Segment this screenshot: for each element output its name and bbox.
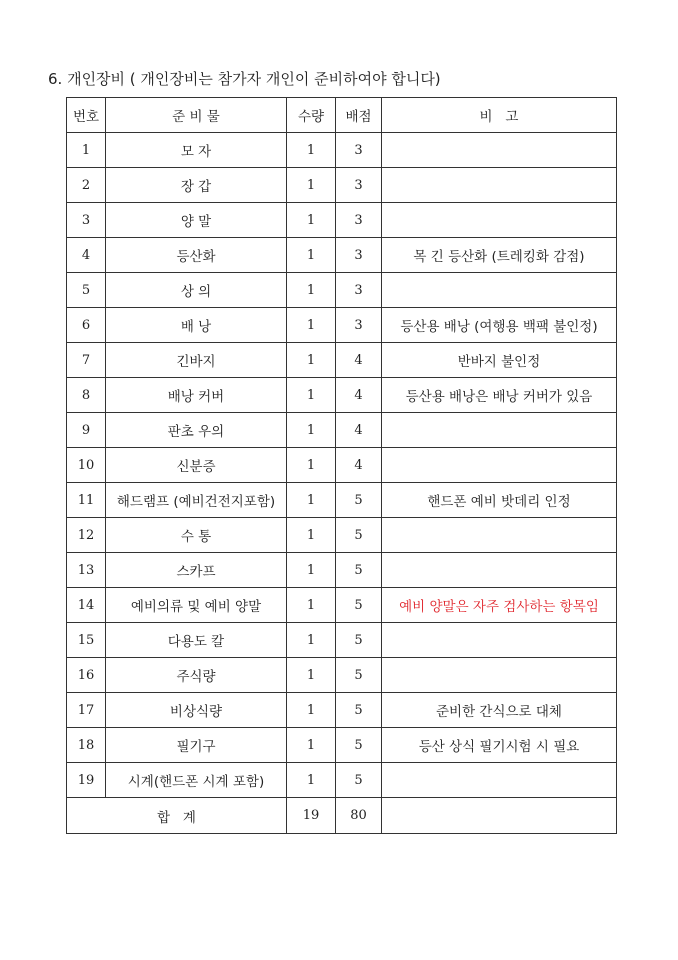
row-qty: 1: [287, 273, 336, 308]
row-number: 8: [67, 378, 106, 413]
row-score: 3: [336, 168, 382, 203]
row-qty: 1: [287, 518, 336, 553]
table-header-row: [67, 98, 617, 133]
row-qty: 1: [287, 203, 336, 238]
table-row: [67, 133, 617, 168]
row-number: 17: [67, 693, 106, 728]
row-number: 13: [67, 553, 106, 588]
row-item: 모 자: [106, 133, 287, 168]
row-item: 예비의류 및 예비 양말: [106, 588, 287, 623]
row-qty: 1: [287, 763, 336, 798]
table-row: [67, 413, 617, 448]
row-item: 긴바지: [106, 343, 287, 378]
header-qty: 수량: [287, 98, 336, 133]
row-number: 1: [67, 133, 106, 168]
table-row: [67, 588, 617, 623]
row-note: [382, 168, 617, 203]
row-score: 3: [336, 203, 382, 238]
row-item: 비상식량: [106, 693, 287, 728]
table-row: [67, 308, 617, 343]
row-score: 3: [336, 238, 382, 273]
row-note: [382, 518, 617, 553]
row-note: [382, 623, 617, 658]
row-number: 7: [67, 343, 106, 378]
row-score: 4: [336, 448, 382, 483]
row-number: 18: [67, 728, 106, 763]
total-note: [382, 798, 617, 834]
table-row: [67, 518, 617, 553]
row-note: [382, 133, 617, 168]
row-qty: 1: [287, 483, 336, 518]
row-score: 3: [336, 133, 382, 168]
row-note: [382, 273, 617, 308]
row-qty: 1: [287, 448, 336, 483]
table-row: [67, 623, 617, 658]
total-score: 80: [336, 798, 382, 834]
row-qty: 1: [287, 308, 336, 343]
row-score: 5: [336, 623, 382, 658]
row-item: 수 통: [106, 518, 287, 553]
row-qty: 1: [287, 238, 336, 273]
row-score: 5: [336, 763, 382, 798]
row-number: 14: [67, 588, 106, 623]
row-note: [382, 658, 617, 693]
total-row: [67, 798, 617, 834]
equipment-table: [66, 97, 617, 834]
row-note: [382, 448, 617, 483]
table-row: [67, 378, 617, 413]
row-note: [382, 413, 617, 448]
row-score: 5: [336, 658, 382, 693]
row-number: 15: [67, 623, 106, 658]
row-item: 장 갑: [106, 168, 287, 203]
table-row: [67, 273, 617, 308]
row-number: 19: [67, 763, 106, 798]
header-item: 준 비 물: [106, 98, 287, 133]
row-number: 16: [67, 658, 106, 693]
row-score: 5: [336, 728, 382, 763]
row-score: 5: [336, 483, 382, 518]
row-qty: 1: [287, 728, 336, 763]
header-no: 번호: [67, 98, 106, 133]
row-number: 12: [67, 518, 106, 553]
header-score: 배점: [336, 98, 382, 133]
row-item: 양 말: [106, 203, 287, 238]
row-item: 해드램프 (예비건전지포함): [106, 483, 287, 518]
row-number: 2: [67, 168, 106, 203]
row-note: [382, 763, 617, 798]
row-item: 필기구: [106, 728, 287, 763]
row-note: 준비한 간식으로 대체: [382, 693, 617, 728]
row-number: 11: [67, 483, 106, 518]
row-note: [382, 203, 617, 238]
row-note: [382, 553, 617, 588]
row-score: 5: [336, 518, 382, 553]
row-number: 4: [67, 238, 106, 273]
table-row: [67, 553, 617, 588]
row-number: 9: [67, 413, 106, 448]
row-score: 3: [336, 308, 382, 343]
table-row: [67, 763, 617, 798]
table-row: [67, 168, 617, 203]
table-row: [67, 203, 617, 238]
row-item: 배낭 커버: [106, 378, 287, 413]
row-number: 3: [67, 203, 106, 238]
row-note: 등산용 배낭 (여행용 백팩 불인정): [382, 308, 617, 343]
row-score: 5: [336, 588, 382, 623]
row-item: 판초 우의: [106, 413, 287, 448]
row-note: 핸드폰 예비 밧데리 인정: [382, 483, 617, 518]
row-qty: 1: [287, 343, 336, 378]
row-item: 배 낭: [106, 308, 287, 343]
row-item: 주식량: [106, 658, 287, 693]
table-row: [67, 238, 617, 273]
table-body: [67, 133, 617, 798]
total-label: 합 계: [67, 798, 287, 834]
row-item: 등산화: [106, 238, 287, 273]
table-row: [67, 658, 617, 693]
row-qty: 1: [287, 588, 336, 623]
table-row: [67, 483, 617, 518]
table-row: [67, 728, 617, 763]
row-score: 5: [336, 693, 382, 728]
row-score: 4: [336, 378, 382, 413]
header-note: 비 고: [382, 98, 617, 133]
row-qty: 1: [287, 623, 336, 658]
row-item: 시계(핸드폰 시계 포함): [106, 763, 287, 798]
row-item: 신분증: [106, 448, 287, 483]
row-score: 4: [336, 343, 382, 378]
row-item: 스카프: [106, 553, 287, 588]
section-title: 6. 개인장비 ( 개인장비는 참가자 개인이 준비하여야 합니다): [48, 70, 441, 88]
row-score: 3: [336, 273, 382, 308]
row-qty: 1: [287, 413, 336, 448]
row-qty: 1: [287, 553, 336, 588]
row-score: 5: [336, 553, 382, 588]
total-qty: 19: [287, 798, 336, 834]
row-number: 5: [67, 273, 106, 308]
row-qty: 1: [287, 693, 336, 728]
row-qty: 1: [287, 133, 336, 168]
row-item: 상 의: [106, 273, 287, 308]
table-row: [67, 693, 617, 728]
row-note: 반바지 불인정: [382, 343, 617, 378]
row-score: 4: [336, 413, 382, 448]
row-qty: 1: [287, 378, 336, 413]
row-number: 10: [67, 448, 106, 483]
row-qty: 1: [287, 168, 336, 203]
table-row: [67, 448, 617, 483]
row-note: 등산 상식 필기시험 시 필요: [382, 728, 617, 763]
row-item: 다용도 칼: [106, 623, 287, 658]
row-number: 6: [67, 308, 106, 343]
row-note: 예비 양말은 자주 검사하는 항목임: [382, 588, 617, 623]
row-note: 등산용 배낭은 배낭 커버가 있음: [382, 378, 617, 413]
row-note: 목 긴 등산화 (트레킹화 감점): [382, 238, 617, 273]
row-qty: 1: [287, 658, 336, 693]
table-row: [67, 343, 617, 378]
